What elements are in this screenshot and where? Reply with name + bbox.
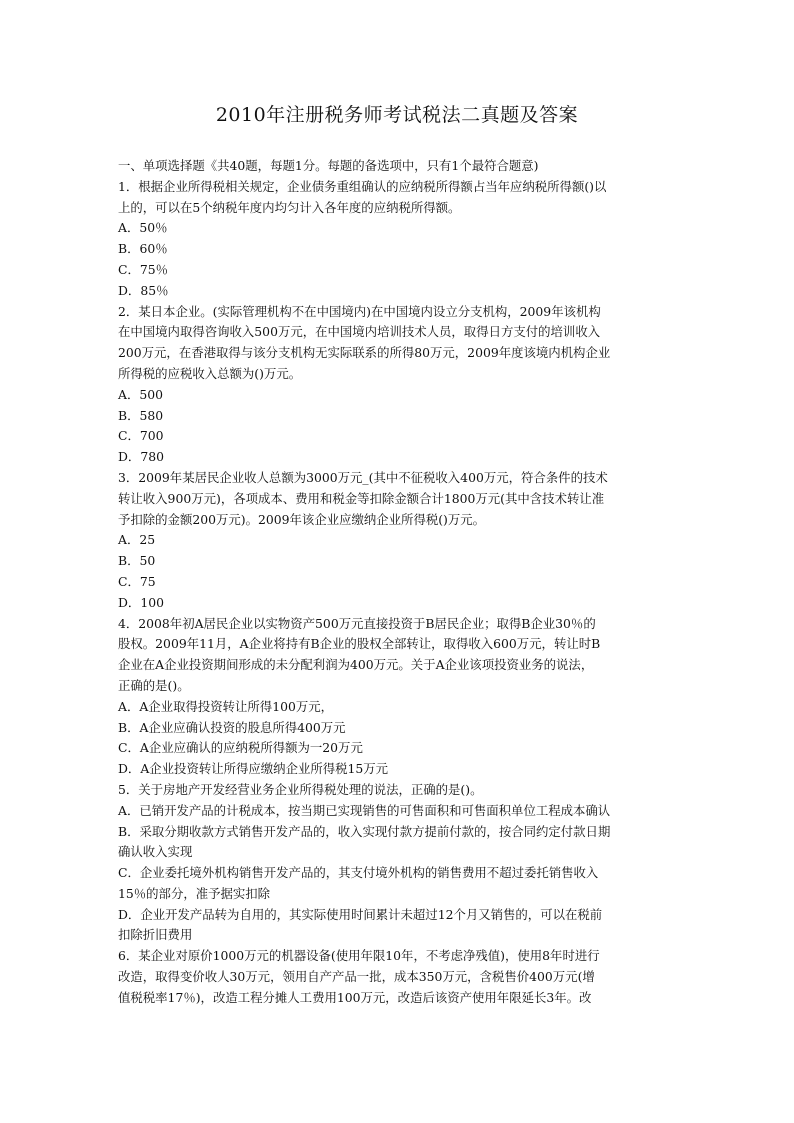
text-line: 3．2009年某居民企业收人总额为3000万元_(其中不征税收入400万元，符合条件的技术 bbox=[118, 469, 608, 485]
text-line: 予扣除的金额200万元)。2009年该企业应缴纳企业所得税()万元。 bbox=[118, 511, 486, 527]
text-line: D．A企业投资转让所得应缴纳企业所得税15万元 bbox=[118, 761, 389, 777]
text-line: 一、单项选择题《共40题，每题1分。每题的备选项中，只有1个最符合题意) bbox=[118, 158, 539, 173]
text-line: 企业在A企业投资期间形成的未分配利润为400万元。关于A企业该项投资业务的说法， bbox=[118, 657, 594, 673]
text-line: A．25 bbox=[118, 532, 156, 548]
text-line: A．50％ bbox=[118, 220, 168, 236]
text-line: C．企业委托境外机构销售开发产品的，其支付境外机构的销售费用不超过委托销售收入 bbox=[118, 865, 599, 881]
document-title: 2010年注册税务师考试税法二真题及答案 bbox=[215, 104, 579, 126]
text-line: 2．某日本企业。(实际管理机构不在中国境内)在中国境内设立分支机构，2009年该机构 bbox=[118, 303, 601, 319]
text-line: B．60％ bbox=[118, 241, 168, 257]
text-line: C．700 bbox=[118, 428, 164, 444]
text-line: 15％的部分，准予据实扣除 bbox=[118, 885, 271, 901]
text-line: B．580 bbox=[118, 407, 164, 423]
text-line: D．100 bbox=[118, 594, 164, 610]
document-body bbox=[118, 156, 678, 1009]
text-line: C．A企业应确认的应纳税所得额为一20万元 bbox=[118, 740, 363, 756]
text-line: 在中国境内取得咨询收入500万元，在中国境内培训技术人员，取得日方支付的培训收入 bbox=[118, 324, 601, 340]
text-line: A．500 bbox=[118, 386, 163, 402]
text-line: C．75 bbox=[118, 573, 156, 589]
text-line: D．780 bbox=[118, 449, 164, 465]
text-line: 扣除折旧费用 bbox=[118, 927, 193, 943]
text-line: 5．关于房地产开发经营业务企业所得税处理的说法，正确的是()。 bbox=[118, 781, 483, 797]
text-line: C．75％ bbox=[118, 261, 169, 277]
text-line: 确认收入实现 bbox=[118, 844, 193, 860]
text-line: 改造，取得变价收人30万元，领用自产产品一批，成本350万元，含税售价400万元(增 bbox=[118, 969, 595, 985]
text-line: 股权。2009年11月，A企业将持有B企业的股权全部转让，取得收入600万元，转让时B bbox=[118, 636, 601, 652]
text-line: B．50 bbox=[118, 553, 156, 569]
text-line: 值税税率17％)，改造工程分摊人工费用100万元，改造后该资产使用年限延长3年。改 bbox=[118, 989, 592, 1005]
text-line: A．已销开发产品的计税成本，按当期已实现销售的可售面积和可售面积单位工程成本确认 bbox=[118, 802, 611, 818]
text-line: 200万元，在香港取得与该分支机构无实际联系的所得80万元，2009年度该境内机构企业 bbox=[118, 345, 611, 361]
text-line: B．A企业应确认投资的股息所得400万元 bbox=[118, 719, 346, 735]
text-line: 上的，可以在5个纳税年度内均匀计入各年度的应纳税所得额。 bbox=[118, 199, 461, 215]
text-line: 1．根据企业所得税相关规定，企业债务重组确认的应纳税所得额占当年应纳税所得额()以 bbox=[118, 178, 607, 194]
text-line: 所得税的应税收入总额为()万元。 bbox=[118, 365, 302, 381]
text-line: 正确的是()。 bbox=[118, 677, 190, 693]
text-line: A．A企业取得投资转让所得100万元， bbox=[118, 698, 334, 714]
text-line: B．采取分期收款方式销售开发产品的，收入实现付款方提前付款的，按合同约定付款日期 bbox=[118, 823, 611, 839]
text-line: D．85％ bbox=[118, 282, 169, 298]
text-line: 转让收入900万元)，各项成本、费用和税金等扣除金额合计1800万元(其中含技术转让准 bbox=[118, 490, 605, 506]
text-line: D．企业开发产品转为自用的，其实际使用时间累计未超过12个月又销售的，可以在税前 bbox=[118, 906, 603, 922]
text-line: 4．2008年初A居民企业以实物资产500万元直接投资于B居民企业；取得B企业30％的 bbox=[118, 615, 596, 631]
text-line: 6．某企业对原价1000万元的机器设备(使用年限10年，不考虑净残值)，使用8年时进行 bbox=[118, 948, 600, 964]
